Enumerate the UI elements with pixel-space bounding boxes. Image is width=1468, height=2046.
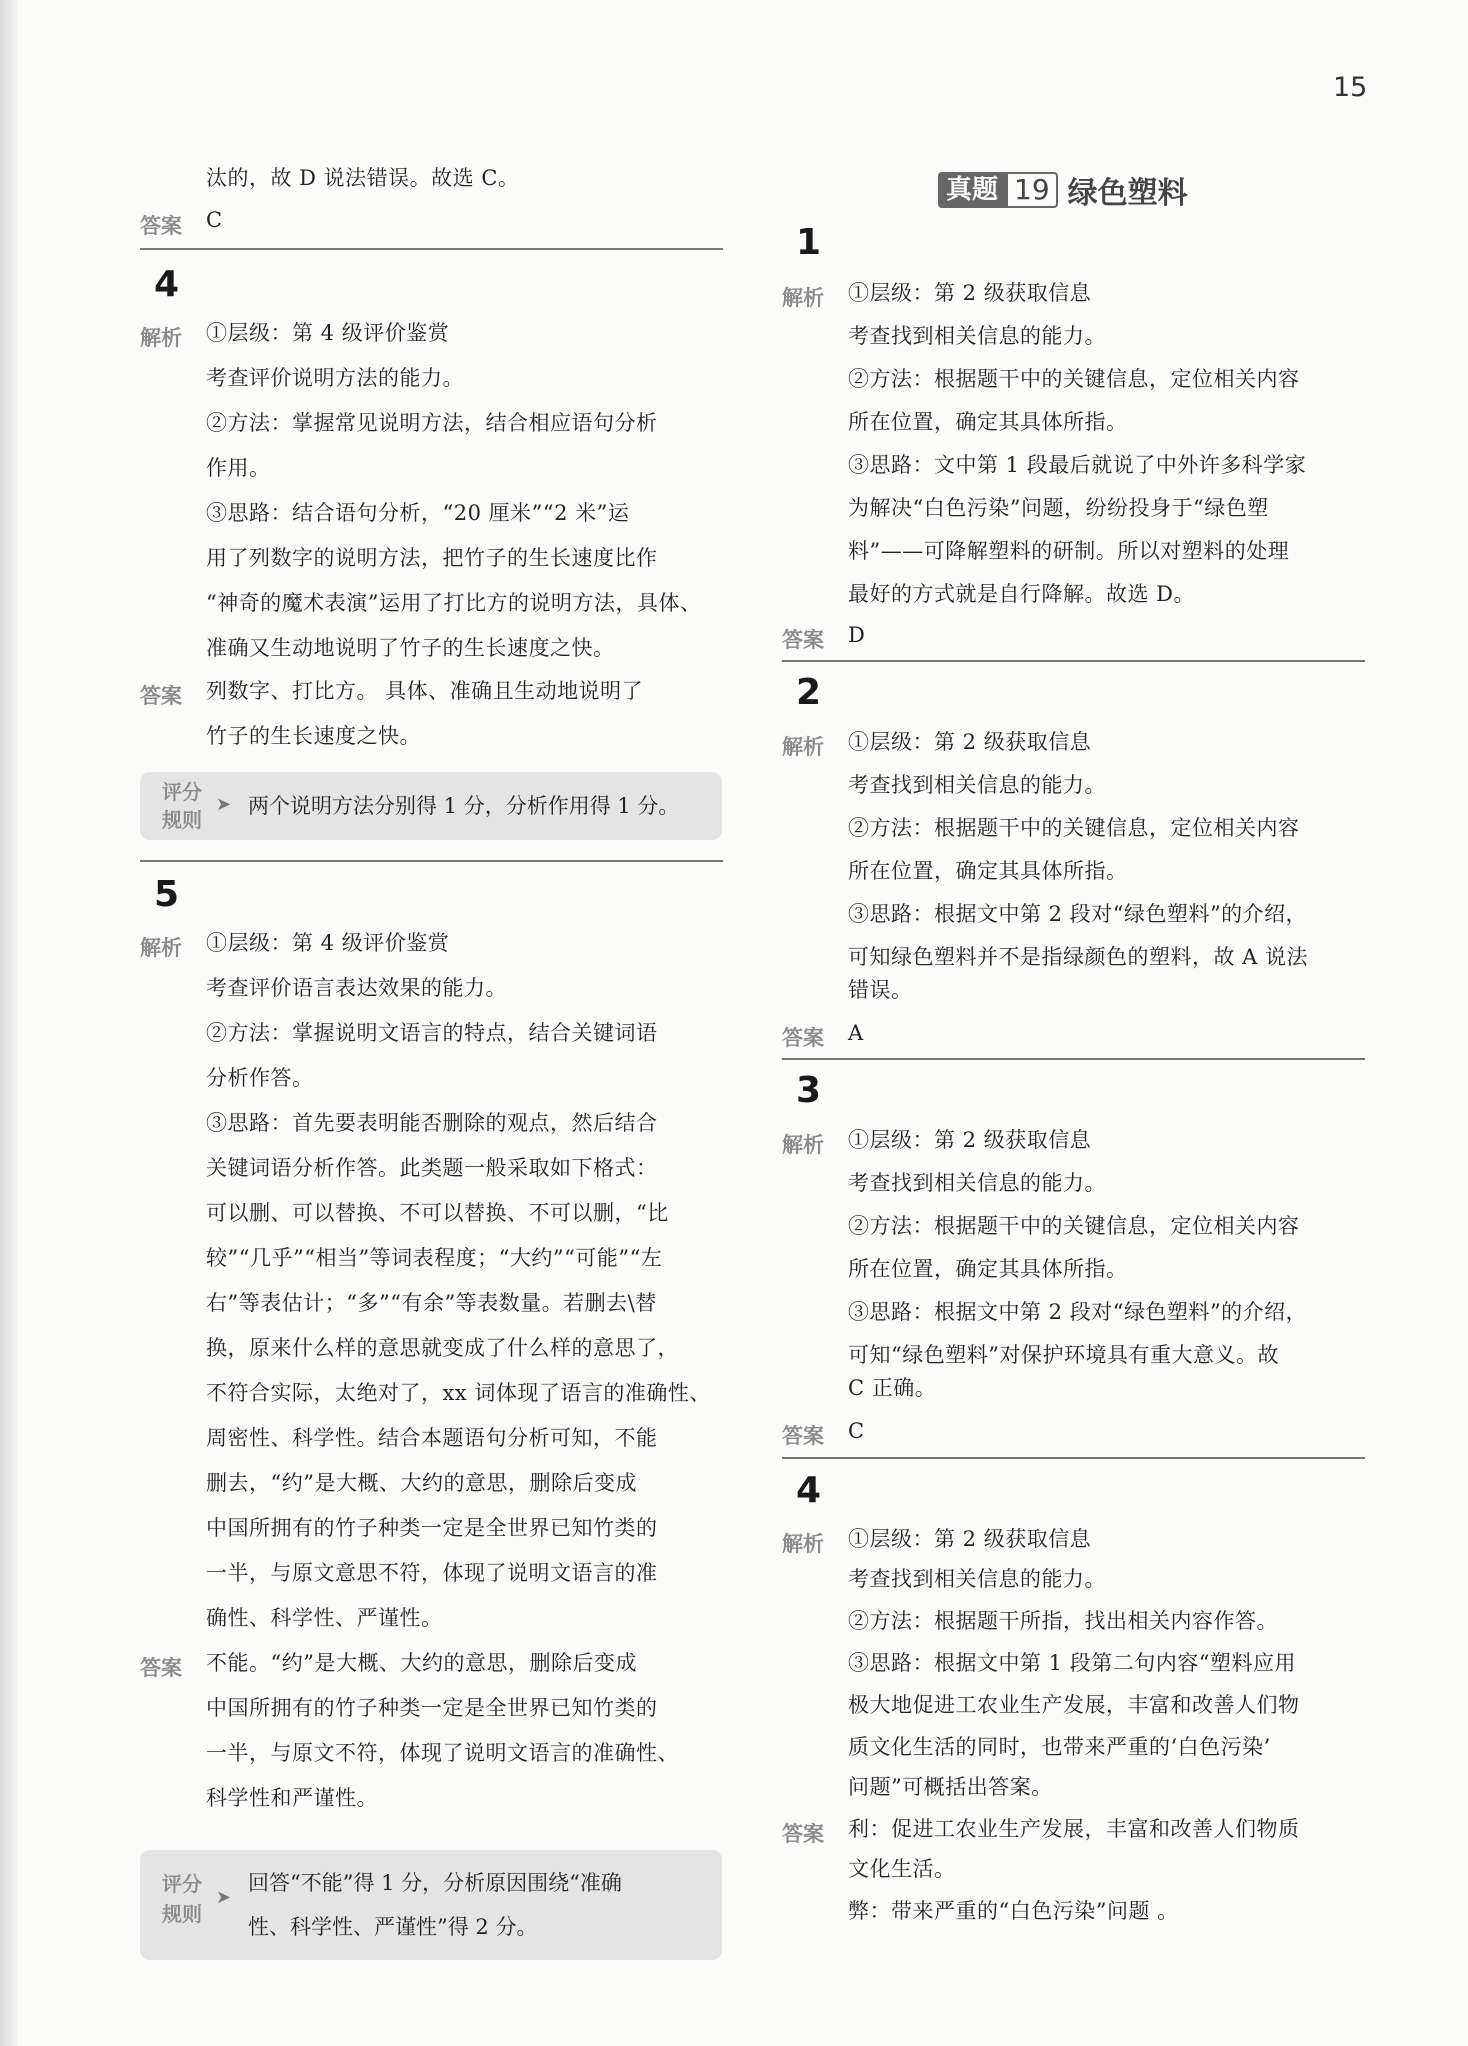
analysis-line: 最好的方式就是自行降解。故选 D。: [848, 582, 1196, 606]
answer-line: 一半，与原文不符，体现了说明文语言的准确性、: [206, 1741, 679, 1765]
scoring-rules-box: [140, 772, 722, 840]
answer-line: 科学性和严谨性。: [206, 1786, 378, 1810]
analysis-line: ②方法：根据题干中的关键信息，定位相关内容: [848, 367, 1300, 391]
analysis-line: 问题”可概括出答案。: [848, 1775, 1053, 1799]
scoring-rules-line: 性、科学性、严谨性”得 2 分。: [248, 1915, 538, 1939]
answer-label: 答案: [782, 1026, 824, 1050]
answer-line: 不能。“约”是大概、大约的意思，删除后变成: [206, 1651, 637, 1675]
answer-label: 答案: [782, 1424, 824, 1448]
scoring-rules-label-bottom: 规则: [162, 808, 202, 832]
badge-prefix: 真题: [938, 172, 1006, 208]
analysis-line: 考查找到相关信息的能力。: [848, 773, 1106, 797]
answer-text: C: [848, 1419, 865, 1443]
analysis-label: 解析: [782, 1532, 824, 1556]
arrow-icon: ➤: [216, 1887, 232, 1908]
analysis-line: ③思路：根据文中第 2 段对“绿色塑料”的介绍，: [848, 902, 1308, 926]
intro-line: 汰的，故 D 说法错误。故选 C。: [206, 166, 520, 190]
answer-text: A: [848, 1021, 864, 1045]
analysis-line: 错误。: [848, 978, 913, 1002]
analysis-line: 确性、科学性、严谨性。: [206, 1606, 443, 1630]
answer-line: 竹子的生长速度之快。: [206, 724, 421, 748]
analysis-line: 极大地促进工农业生产发展，丰富和改善人们物: [848, 1693, 1300, 1717]
analysis-line: ③思路：首先要表明能否删除的观点，然后结合: [206, 1111, 658, 1135]
answer-line: 列数字、打比方。 具体、准确且生动地说明了: [206, 679, 644, 703]
question-number: 1: [796, 222, 822, 263]
analysis-line: ①层级：第 4 级评价鉴赏: [206, 931, 450, 955]
analysis-line: 换，原来什么样的意思就变成了什么样的意思了，: [206, 1336, 679, 1360]
analysis-line: ③思路：结合语句分析，“20 厘米”“2 米”运: [206, 501, 630, 525]
analysis-line: 所在位置，确定其具体所指。: [848, 859, 1128, 883]
divider: [782, 660, 1365, 662]
analysis-line: 不符合实际，太绝对了，xx 词体现了语言的准确性、: [206, 1381, 711, 1405]
analysis-line: 考查评价语言表达效果的能力。: [206, 976, 507, 1000]
answer-line: 利：促进工农业生产发展，丰富和改善人们物质: [848, 1817, 1300, 1841]
question-number: 2: [796, 672, 822, 713]
analysis-line: “神奇的魔术表演”运用了打比方的说明方法，具体、: [206, 591, 702, 615]
section-title-badge: [938, 172, 1188, 211]
analysis-line: 中国所拥有的竹子种类一定是全世界已知竹类的: [206, 1516, 658, 1540]
analysis-line: 较”“几乎”“相当”等词表程度；“大约”“可能”“左: [206, 1246, 663, 1270]
analysis-line: 考查评价说明方法的能力。: [206, 366, 464, 390]
answer-text: D: [848, 623, 866, 647]
question-number: 4: [796, 1470, 822, 1511]
answer-line: 中国所拥有的竹子种类一定是全世界已知竹类的: [206, 1696, 658, 1720]
answer-label: 答案: [782, 1822, 824, 1846]
analysis-line: C 正确。: [848, 1376, 937, 1400]
badge-number: 19: [1006, 172, 1058, 208]
analysis-line: 可知绿色塑料并不是指绿颜色的塑料，故 A 说法: [848, 945, 1309, 969]
page-number: 15: [1333, 72, 1368, 103]
analysis-line: 所在位置，确定其具体所指。: [848, 410, 1128, 434]
divider: [140, 860, 723, 862]
analysis-label: 解析: [782, 735, 824, 759]
answer-label: 答案: [140, 214, 182, 238]
analysis-line: ②方法：根据题干中的关键信息，定位相关内容: [848, 1214, 1300, 1238]
section-title: 绿色塑料: [1067, 176, 1188, 211]
analysis-line: 所在位置，确定其具体所指。: [848, 1257, 1128, 1281]
scoring-rules-label-bottom: 规则: [162, 1902, 202, 1926]
divider: [782, 1058, 1365, 1060]
answer-label: 答案: [140, 684, 182, 708]
analysis-line: ①层级：第 2 级获取信息: [848, 281, 1092, 305]
analysis-line: ③思路：根据文中第 2 段对“绿色塑料”的介绍，: [848, 1300, 1308, 1324]
scoring-rules-text: 两个说明方法分别得 1 分，分析作用得 1 分。: [248, 794, 680, 818]
analysis-line: ②方法：掌握常见说明方法，结合相应语句分析: [206, 411, 658, 435]
answer-label: 答案: [782, 628, 824, 652]
analysis-label: 解析: [140, 326, 182, 350]
analysis-line: 删去，“约”是大概、大约的意思，删除后变成: [206, 1471, 637, 1495]
analysis-label: 解析: [140, 936, 182, 960]
question-number: 5: [154, 874, 180, 915]
scoring-rules-label-top: 评分: [162, 780, 202, 804]
analysis-line: 考查找到相关信息的能力。: [848, 1567, 1106, 1591]
question-number: 4: [154, 264, 180, 305]
analysis-line: 考查找到相关信息的能力。: [848, 324, 1106, 348]
analysis-line: 考查找到相关信息的能力。: [848, 1171, 1106, 1195]
analysis-line: 用了列数字的说明方法，把竹子的生长速度比作: [206, 546, 658, 570]
analysis-line: 周密性、科学性。结合本题语句分析可知，不能: [206, 1426, 658, 1450]
analysis-line: 准确又生动地说明了竹子的生长速度之快。: [206, 636, 615, 660]
answer-text: C: [206, 208, 223, 232]
analysis-line: 作用。: [206, 456, 271, 480]
analysis-line: 可知“绿色塑料”对保护环境具有重大意义。故: [848, 1343, 1279, 1367]
answer-line: 弊：带来严重的“白色污染”问题 。: [848, 1899, 1179, 1923]
divider: [140, 248, 723, 250]
question-number: 3: [796, 1070, 822, 1111]
analysis-line: ②方法：掌握说明文语言的特点，结合关键词语: [206, 1021, 658, 1045]
analysis-line: ①层级：第 4 级评价鉴赏: [206, 321, 450, 345]
arrow-icon: ➤: [216, 794, 232, 815]
analysis-line: 料”——可降解塑料的研制。所以对塑料的处理: [848, 539, 1290, 563]
analysis-line: ①层级：第 2 级获取信息: [848, 1527, 1092, 1551]
answer-label: 答案: [140, 1656, 182, 1680]
analysis-line: 关键词语分析作答。此类题一般采取如下格式：: [206, 1156, 658, 1180]
analysis-line: ②方法：根据题干中的关键信息，定位相关内容: [848, 816, 1300, 840]
analysis-line: 一半，与原文意思不符，体现了说明文语言的准: [206, 1561, 658, 1585]
analysis-label: 解析: [782, 1133, 824, 1157]
scoring-rules-label-top: 评分: [162, 1872, 202, 1896]
analysis-line: 质文化生活的同时，也带来严重的‘白色污染’: [848, 1735, 1271, 1759]
analysis-label: 解析: [782, 286, 824, 310]
analysis-line: 右”等表估计；“多”“有余”等表数量。若删去\替: [206, 1291, 657, 1315]
analysis-line: ③思路：文中第 1 段最后就说了中外许多科学家: [848, 453, 1307, 477]
divider: [782, 1457, 1365, 1459]
scoring-rules-line: 回答“不能”得 1 分，分析原因围绕“准确: [248, 1871, 622, 1895]
analysis-line: ③思路：根据文中第 1 段第二句内容“塑料应用: [848, 1651, 1296, 1675]
analysis-line: ①层级：第 2 级获取信息: [848, 730, 1092, 754]
answer-line: 文化生活。: [848, 1857, 956, 1881]
analysis-line: 分析作答。: [206, 1066, 314, 1090]
analysis-line: ②方法：根据题干所指，找出相关内容作答。: [848, 1609, 1278, 1633]
analysis-line: 可以删、可以替换、不可以替换、不可以删，“比: [206, 1201, 669, 1225]
analysis-line: 为解决“白色污染”问题，纷纷投身于“绿色塑: [848, 496, 1269, 520]
scoring-rules-box: [140, 1850, 722, 1960]
page-left-shadow: [0, 0, 18, 2046]
analysis-line: ①层级：第 2 级获取信息: [848, 1128, 1092, 1152]
